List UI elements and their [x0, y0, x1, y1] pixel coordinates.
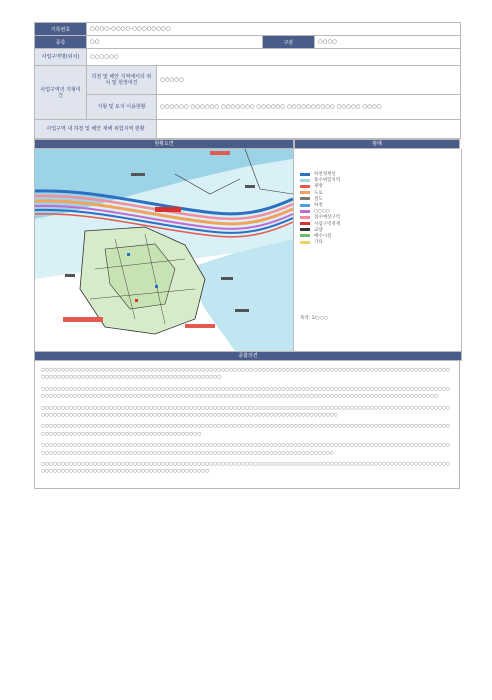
site-map [35, 149, 294, 351]
info-table [34, 22, 461, 139]
type-label: 종류 [35, 36, 87, 49]
type-value: ○○ [87, 36, 263, 49]
paragraph: ○○○○○○○○○○○○○○○○○○○○○○○○○○○○○○○○○○○○○○○○○○○○○○○○○○○○○○○○○○○○○○○○○○○○○○○○○○○○○○○○○○○○○○○○○○○○○○○○○○○○○○○○○○○○○○○○○○○○○○○○○○○○○○○○○○○○○○○○○○○○○○○○ [41, 462, 450, 475]
legend-swatch [300, 234, 310, 237]
legend-label: 배수시설 [314, 233, 332, 239]
legend-swatch [300, 228, 310, 231]
legend [294, 149, 461, 351]
paragraph: ○○○○○○○○○○○○○○○○○○○○○○○○○○○○○○○○○○○○○○○○○○○○○○○○○○○○○○○○○○○○○○○○○○○○○○○○○○○○○○○○○○○○○○○○○○○○○○○○○○○○○○○○○○○○○○○○○○○○○○○○○○○○○○○○○○○○○○○○○○○○○○○○○○○○○○○○○○○○○○○○○○○○○○○○○○○○○○○○○○○○○○○○○○○○○○○○○○○○○○○○○ [41, 386, 450, 400]
legend-label: 교량 [314, 227, 323, 233]
legend-swatch [300, 210, 310, 213]
table-row [35, 66, 461, 95]
category-value: ○○○○ [315, 36, 461, 49]
scale-note: 축척: 1/○○○ [300, 316, 328, 321]
legend-label: 침수예상구역 [314, 215, 341, 221]
hazard-area-label: 사업구역 내 하천 및 해안 재해 위험지역 현황 [35, 120, 157, 139]
legend-label: 도로 [314, 190, 323, 196]
table-row [35, 95, 461, 120]
hazard-area-value [157, 120, 461, 139]
opinion-body [34, 361, 460, 489]
map-section-header [34, 139, 460, 149]
legend-label: 하천 [314, 203, 323, 209]
table-row [35, 23, 461, 36]
legend-swatch [300, 241, 310, 244]
paragraph: ○○○○○○○○○○○○○○○○○○○○○○○○○○○○○○○○○○○○○○○○○○○○○○○○○○○○○○○○○○○○○○○○○○○○○○○○○○○○○○○○○○○○○○○○○○○○○○○○○○○○○○○○○○○○○○○○○○○○○○○○○○○○○○○○○○○○○○○○○○○○○○○○○○○○○○○○○○○○○○○○○○○○○○○○○○○○○○○ [41, 443, 450, 456]
legend-title: 범례 [294, 139, 460, 149]
legend-swatch [300, 173, 310, 176]
legend-item [300, 239, 461, 245]
paragraph: ○○○○○○○○○○○○○○○○○○○○○○○○○○○○○○○○○○○○○○○○○○○○○○○○○○○○○○○○○○○○○○○○○○○○○○○○○○○○○○○○○○○○○○○○○○○○○○○○○○○○○○○○○○○○○○○○○○○○○○○○○○○○○○○○○○○○○○○○○○○○○○○○○○○ [41, 368, 450, 381]
table-row [35, 49, 461, 66]
paragraph: ○○○○○○○○○○○○○○○○○○○○○○○○○○○○○○○○○○○○○○○○○○○○○○○○○○○○○○○○○○○○○○○○○○○○○○○○○○○○○○○○○○○○○○○○○○○○○○○○○○○○○○○○○○○○○○○○○○○○○○○○○○○○○○○○○○○○○○○○○○○○○○○○○○○○○○○○○○○○○○○○○○○○○○○○○○○○○○○○ [41, 405, 450, 419]
legend-list [300, 171, 461, 245]
land-use-label: 지형 및 토지 이용현황 [87, 95, 157, 120]
map-row [34, 149, 462, 352]
project-area-value: ○○○○○○ [87, 49, 461, 66]
terrain-label: 사업구역의 지형여건 [35, 66, 87, 120]
legend-swatch [300, 204, 310, 207]
project-area-label: 사업구역명(위치) [35, 49, 87, 66]
record-number-value: ○○○○-○○○○-○○○○○○○○ [87, 23, 461, 36]
document-sheet [34, 22, 460, 489]
legend-swatch [300, 222, 310, 225]
legend-label: 하천경계선 [314, 172, 336, 178]
table-row [35, 120, 461, 139]
paragraph: ○○○○○○○○○○○○○○○○○○○○○○○○○○○○○○○○○○○○○○○○○○○○○○○○○○○○○○○○○○○○○○○○○○○○○○○○○○○○○○○○○○○○○○○○○○○○○○○○○○○○○○○○○○○○○○○○○○○○○○○○○○○○○○○○○○○○○○○○○○○○○○ [41, 424, 450, 437]
legend-label: 홍수위험지역 [314, 178, 341, 184]
legend-swatch [300, 185, 310, 188]
map-image [35, 149, 293, 351]
record-number-label: 기록번호 [35, 23, 87, 36]
map-title: 현황도면 [34, 139, 294, 149]
location-label: 하천 및 해안 지역에서의 위치 및 현장여건 [87, 66, 157, 95]
category-label: 구분 [263, 36, 315, 49]
land-use-value: ○○○○○○ ○○○○○○ ○○○○○○○ ○○○○○○ ○○○○○○○○○○ ○○○○○ ○○○○ [157, 95, 461, 120]
opinion-title: 종합의견 [34, 352, 462, 361]
location-value: ○○○○○ [157, 66, 461, 95]
legend-label: 기타 [314, 240, 323, 246]
legend-label: ○○○○ [314, 208, 330, 214]
legend-swatch [300, 197, 310, 200]
legend-label: 철도 [314, 196, 323, 202]
legend-swatch [300, 216, 310, 219]
legend-label: 사업구역경계 [314, 221, 341, 227]
legend-swatch [300, 191, 310, 194]
legend-label: 제방 [314, 184, 323, 190]
table-row [35, 36, 461, 49]
legend-swatch [300, 179, 310, 182]
